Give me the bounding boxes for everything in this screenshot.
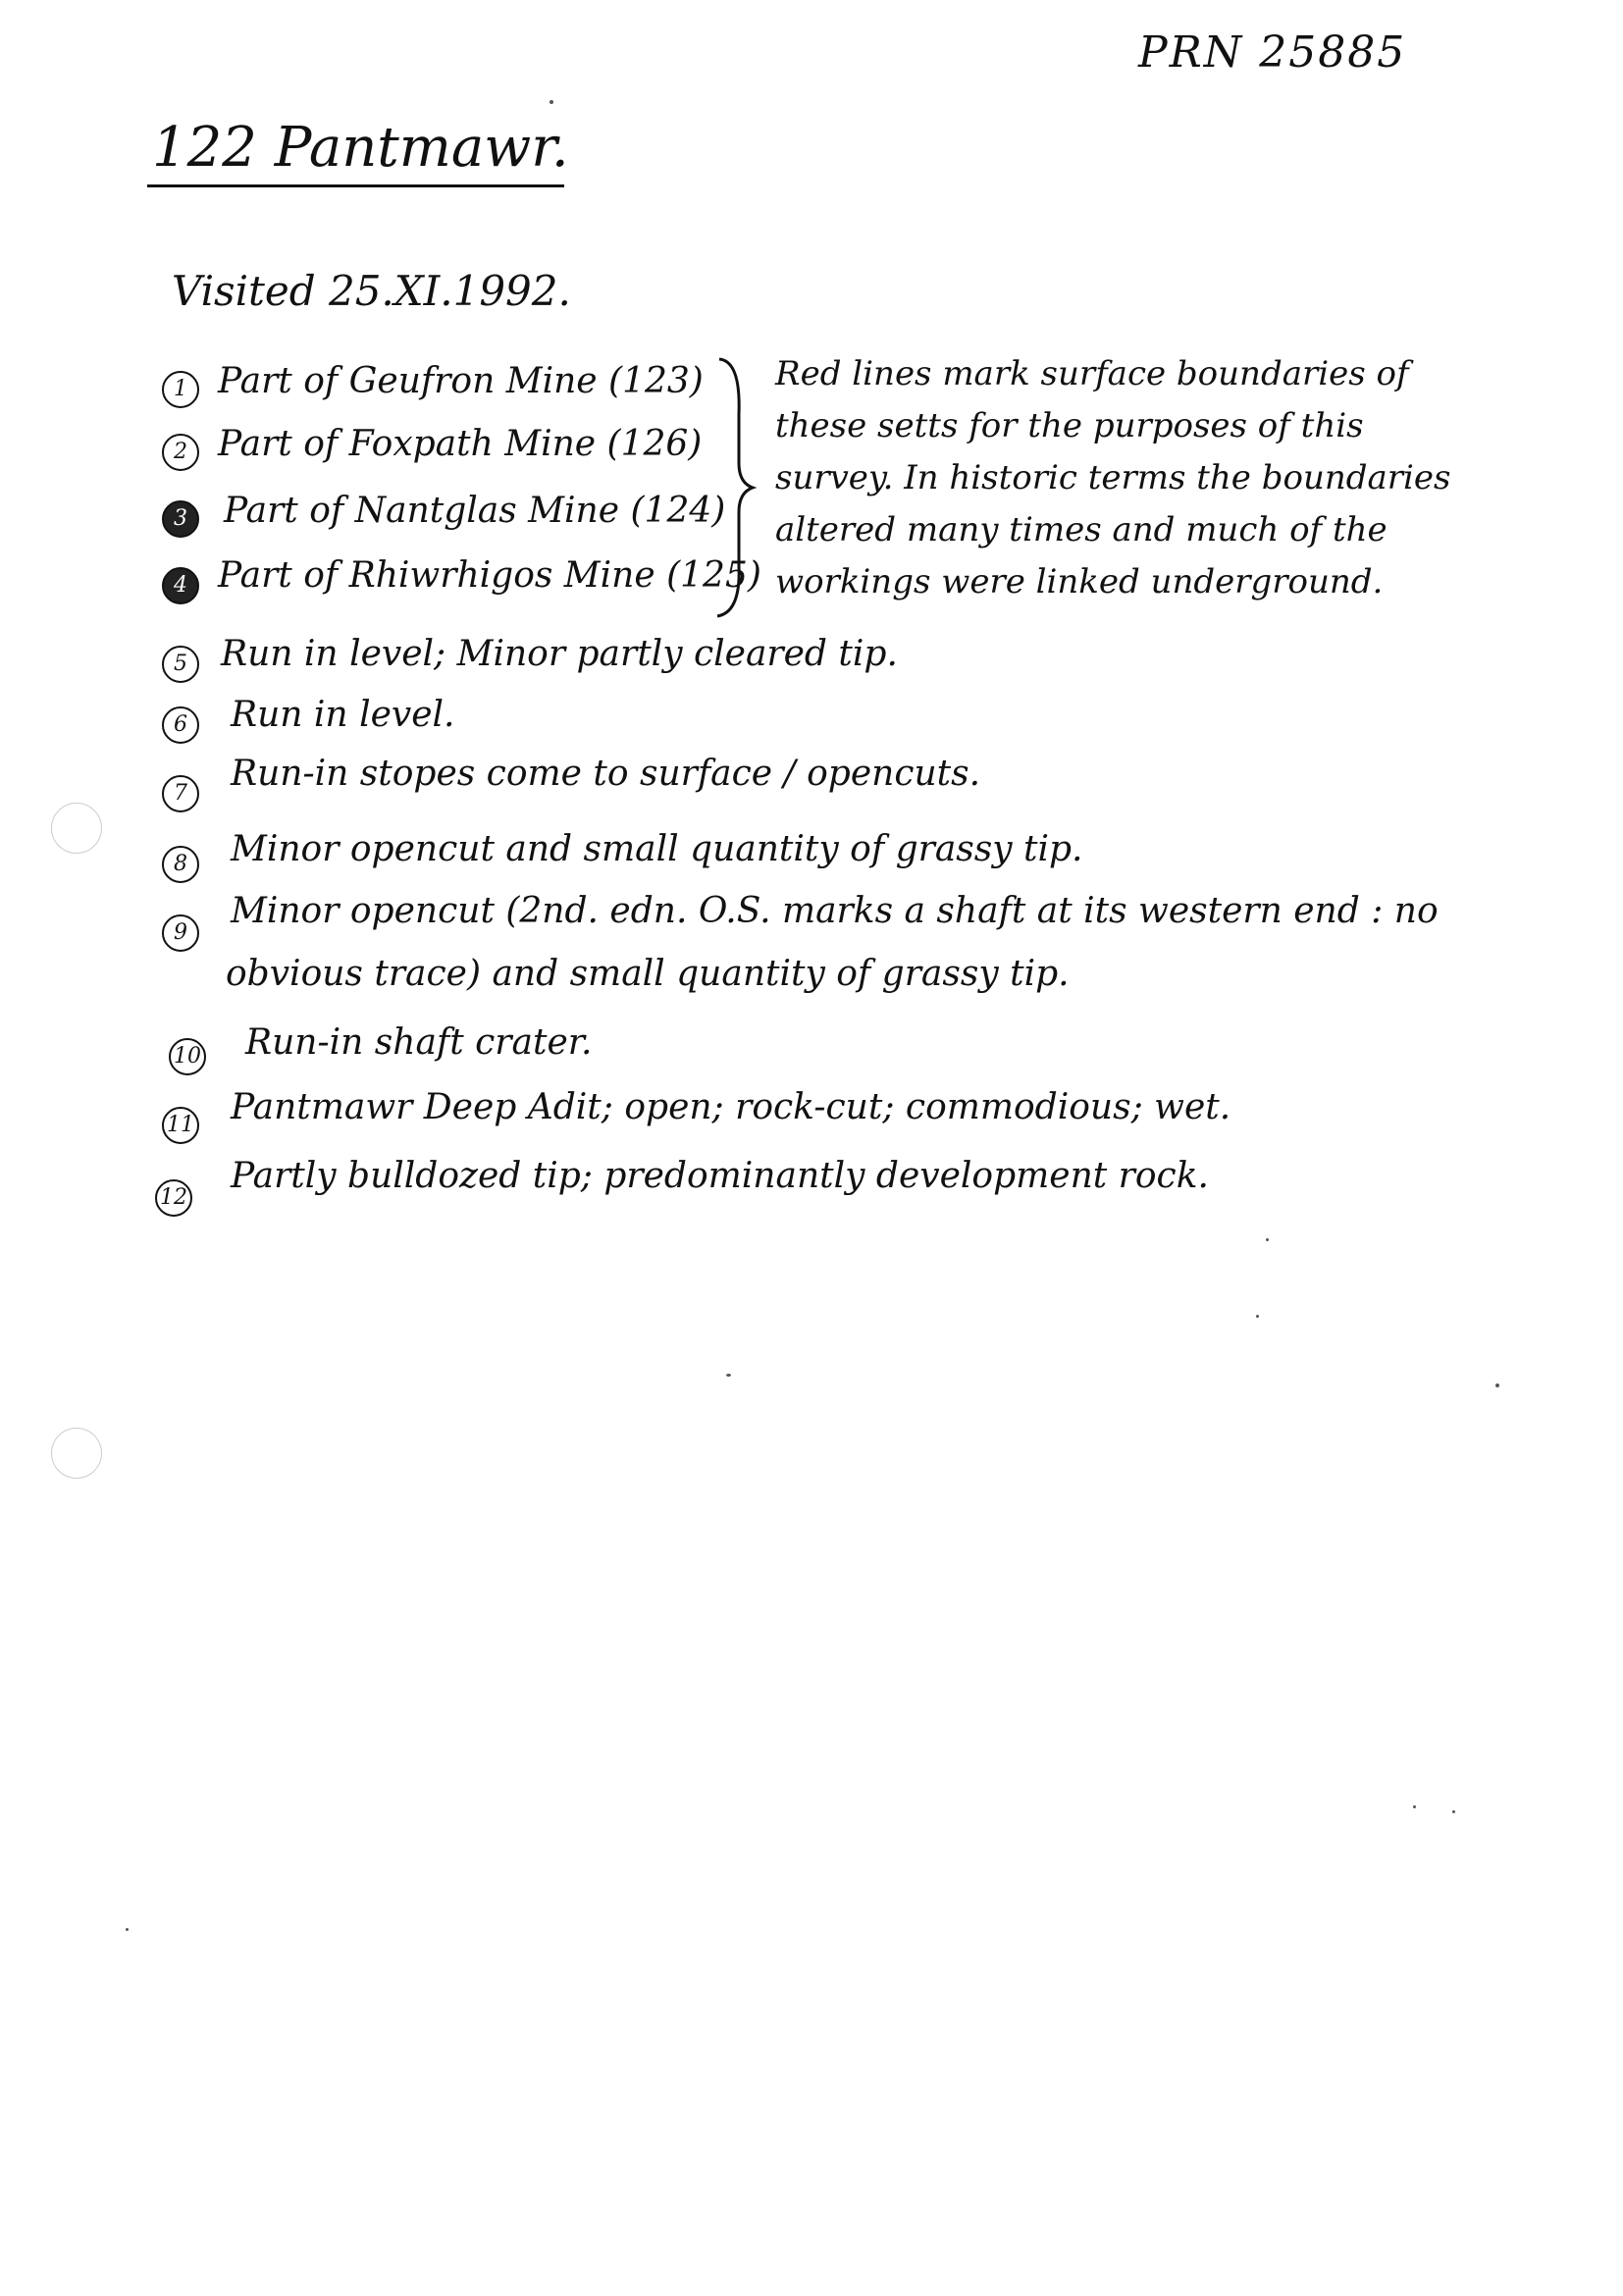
item-number: 2 [162, 434, 199, 471]
list-item: Part of Nantglas Mine (124) [224, 491, 726, 531]
boundary-note: Red lines mark surface boundaries of these setts for the purposes of this survey. In historic terms the boundaries altered many times and much of the workings were linked underground. [775, 354, 1451, 601]
list-item: Minor opencut and small quantity of grassy tip. [231, 829, 1083, 869]
item-number: 9 [162, 914, 199, 952]
scan-speck [1452, 1810, 1455, 1813]
prn-number: PRN 25885 [1138, 27, 1407, 78]
list-item: Part of Foxpath Mine (126) [218, 424, 703, 464]
list-item: Pantmawr Deep Adit; open; rock-cut; commodious; wet. [231, 1087, 1231, 1127]
list-item: Run-in stopes come to surface / opencuts. [231, 754, 981, 794]
scan-speck [1495, 1383, 1499, 1387]
item-number: 11 [162, 1107, 199, 1144]
list-item: Run-in shaft crater. [245, 1022, 593, 1063]
item-number: 7 [162, 775, 199, 812]
item-number: 5 [162, 646, 199, 683]
visited-date: Visited 25.XI.1992. [172, 267, 571, 315]
scan-speck [126, 1928, 129, 1931]
list-item: Part of Geufron Mine (123) [218, 361, 704, 401]
list-item-continued: obvious trace) and small quantity of grassy tip. [226, 954, 1070, 994]
punch-hole [51, 1428, 102, 1479]
list-item: Partly bulldozed tip; predominantly development rock. [231, 1156, 1209, 1196]
item-number: 8 [162, 846, 199, 883]
item-number: 1 [162, 371, 199, 408]
item-number: 10 [169, 1038, 206, 1075]
scan-speck [726, 1374, 731, 1377]
scan-speck [1256, 1315, 1259, 1318]
list-item: Run in level; Minor partly cleared tip. [221, 634, 898, 674]
item-number: 4 [162, 567, 199, 604]
list-item: Minor opencut (2nd. edn. O.S. marks a shaft at its western end : no [231, 891, 1439, 931]
scan-speck [1266, 1238, 1269, 1241]
scan-speck [550, 100, 553, 104]
page-title: 122 Pantmawr. [152, 116, 569, 180]
item-number: 12 [155, 1179, 192, 1217]
list-item: Run in level. [231, 695, 455, 735]
punch-hole [51, 803, 102, 854]
brace-icon [711, 355, 760, 620]
list-item: Part of Rhiwrhigos Mine (125) [218, 555, 761, 596]
scan-speck [1413, 1805, 1416, 1808]
item-number: 3 [162, 500, 199, 538]
title-underline [147, 184, 564, 187]
item-number: 6 [162, 706, 199, 744]
